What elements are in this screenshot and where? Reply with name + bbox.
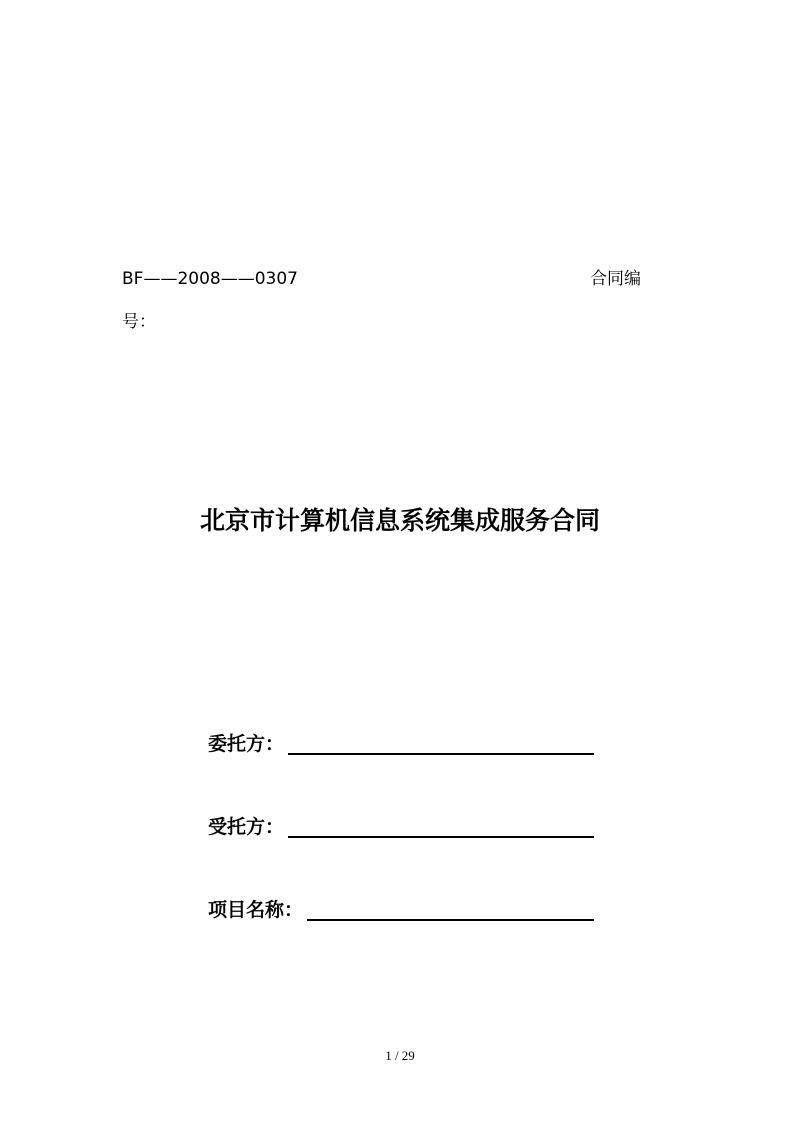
- contract-number-label-continued: 号：: [122, 312, 156, 332]
- project-name-field: [208, 893, 594, 923]
- contractor-field: [208, 810, 594, 840]
- project-name-blank-line: [307, 919, 594, 921]
- contractor-blank-line: [288, 836, 594, 838]
- client-label: 委托方：: [208, 733, 285, 755]
- contract-number-label: 合同编: [590, 269, 641, 289]
- contract-code: BF——2008——0307: [122, 269, 298, 289]
- document-title: 北京市计算机信息系统集成服务合同: [199, 506, 600, 535]
- client-blank-line: [288, 753, 594, 755]
- client-field: [208, 727, 594, 757]
- project-name-label: 项目名称：: [208, 899, 304, 921]
- contractor-label: 受托方：: [208, 816, 285, 838]
- page-number: 1 / 29: [385, 1048, 415, 1063]
